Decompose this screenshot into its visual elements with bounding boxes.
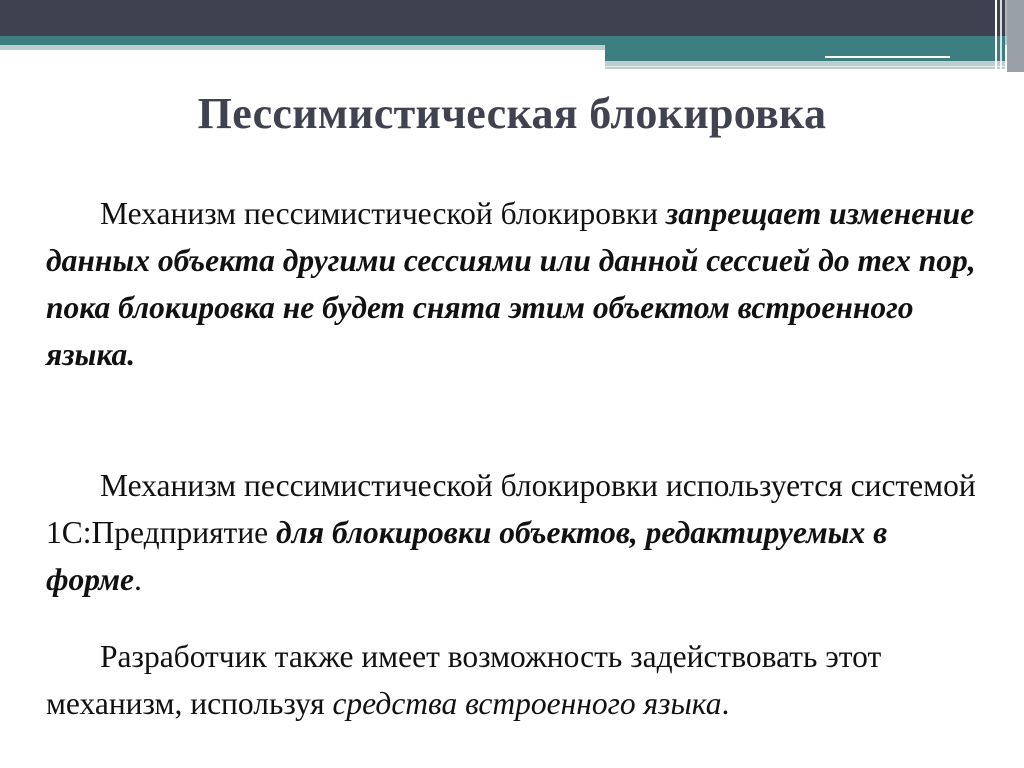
paragraph-2-plain: Механизм пессимистической блокировки используется системой 1С:Предприятие (46, 468, 976, 550)
header-bar (0, 0, 1024, 36)
accent-band-light (0, 45, 605, 50)
paragraph-2 (46, 462, 976, 603)
decor-rule (995, 0, 997, 72)
decor-right-shade (1007, 0, 1024, 72)
paragraph-1-plain: Механизм пессимистической блокировки (100, 196, 659, 231)
decor-line (825, 56, 950, 58)
paragraph-3-end: . (721, 686, 730, 721)
paragraph-3-plain: Разработчик также имеет возможность задействовать этот механизм, используя (46, 639, 882, 721)
paragraph-3 (46, 633, 976, 727)
decor-rule (1005, 0, 1007, 72)
slide-title: Пессимистическая блокировка (197, 89, 827, 138)
paragraph-3-italic: средства встроенного языка (332, 686, 722, 721)
paragraph-1 (46, 190, 976, 378)
paragraph-2-emphasis: для блокировки объектов, редактируемых в форме (46, 515, 888, 597)
decor-rule (1000, 0, 1002, 72)
paragraph-2-end: . (134, 562, 142, 597)
accent-step (605, 45, 1005, 61)
decor-line (605, 66, 1005, 67)
accent-step-light (605, 61, 1005, 69)
accent-band (0, 36, 1024, 45)
paragraph-1-emphasis: запрещает изменение данных объекта другими сессиями или данной сессией до тех пор, пока блокировка не будет снята этим объектом встроенного языка. (46, 196, 976, 372)
